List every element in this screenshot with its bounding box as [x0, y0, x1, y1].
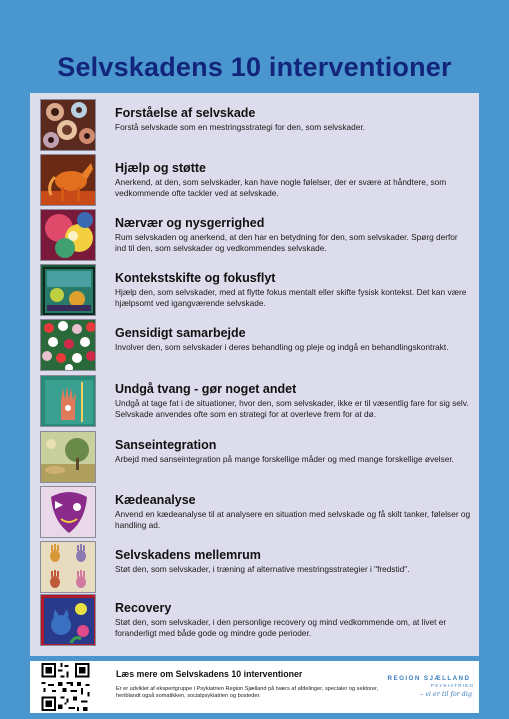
landscape-painting-image: [40, 264, 96, 316]
logo-tagline: – vi er til for dig: [420, 690, 472, 698]
intervention-item: [30, 373, 479, 428]
item-title: Sanseintegration: [115, 438, 217, 452]
item-title: Kontekstskifte og fokusflyt: [115, 271, 276, 285]
item-title: Gensidigt samarbejde: [115, 326, 246, 340]
qr-code-icon[interactable]: [38, 661, 93, 713]
intervention-item: [30, 317, 479, 372]
item-description: Involver den, som selvskader i deres behandling og pleje og indgå en behandlingskontrakt.: [115, 342, 449, 352]
page-title: Selvskadens 10 interventioner: [57, 52, 452, 82]
item-title: Recovery: [115, 601, 172, 615]
item-description: Rum selvskaden og anerkend, at den har en betydning for den, som selvskader. Spørg derfor ind til den, som selvskader og vedkommendes selvskade.: [115, 232, 458, 253]
item-title: Forståelse af selvskade: [115, 106, 256, 120]
item-description: Forstå selvskade som en mestringsstrategi for den, som selvskader.: [115, 122, 365, 132]
item-title: Nærvær og nysgerrighed: [115, 216, 265, 230]
intervention-item: [30, 484, 479, 539]
item-description: Anvend en kædeanalyse til at analysere en situation med selvskade og få skilt tanker, følelser og handling ad.: [115, 509, 471, 530]
cat-flowers-painting-image: [40, 594, 96, 646]
item-title: Selvskadens mellemrum: [115, 548, 261, 562]
item-description: Arbejd med sanseintegration på mange forskellige måder og med mange forskellige øvelser.: [115, 454, 454, 464]
intervention-item: [30, 262, 479, 317]
intervention-item: [30, 539, 479, 594]
footer-text: Er er udviklet af ekspertgruppe i Psykiatrien Region Sjælland på tværs af afdelinger, specialer og sektorer, heriblandt også somatikken, socialpsykiatrien og bosteder.: [116, 686, 379, 700]
item-description: Hjælp den, som selvskader, med at flytte fokus mentalt eller skifte fysisk kontekst. Det kan være hjælpsomt ved igangværende selvskade.: [115, 287, 467, 308]
item-description: Undgå at tage fat i de situationer, hvor den, som selvskader, ikke er til væsentlig fare for sig selv. Selvskade anvendes ofte som en strategi for at overleve frem for at dø.: [115, 398, 469, 419]
item-description: Støt den, som selvskader, i den personlige recovery og mind vedkommende om, at livet er foranderligt med både gode og mindre gode perioder.: [115, 617, 447, 638]
intervention-item: [30, 429, 479, 484]
interventions-panel: [30, 93, 479, 656]
region-sjaelland-logo: [382, 675, 476, 703]
hand-painting-image: [40, 375, 96, 427]
item-title: Hjælp og støtte: [115, 161, 206, 175]
swirl-painting-image: [40, 99, 96, 151]
logo-name: REGION SJÆLLAND: [387, 675, 471, 682]
tree-painting-image: [40, 431, 96, 483]
intervention-item: [30, 152, 479, 207]
footer: [30, 661, 479, 713]
footer-heading: Læs mere om Selvskadens 10 interventioner: [116, 669, 303, 679]
flowers-painting-image: [40, 319, 96, 371]
item-description: Støt den, som selvskader, i træning af alternative mestringsstrategier i "fredstid".: [115, 564, 410, 574]
handprints-image: [40, 541, 96, 593]
item-title: Undgå tvang - gør noget andet: [115, 382, 297, 396]
horse-painting-image: [40, 154, 96, 206]
item-title: Kædeanalyse: [115, 493, 196, 507]
intervention-item: [30, 592, 479, 647]
intervention-item: [30, 97, 479, 152]
abstract-painting-image: [40, 209, 96, 261]
mask-painting-image: [40, 486, 96, 538]
intervention-item: [30, 207, 479, 262]
item-description: Anerkend, at den, som selvskader, kan have nogle følelser, der er svære at håndtere, som vedkommende ofte tackler ved at selvskade.: [115, 177, 447, 198]
logo-subtitle: PSYKIATRIEN: [430, 683, 474, 688]
